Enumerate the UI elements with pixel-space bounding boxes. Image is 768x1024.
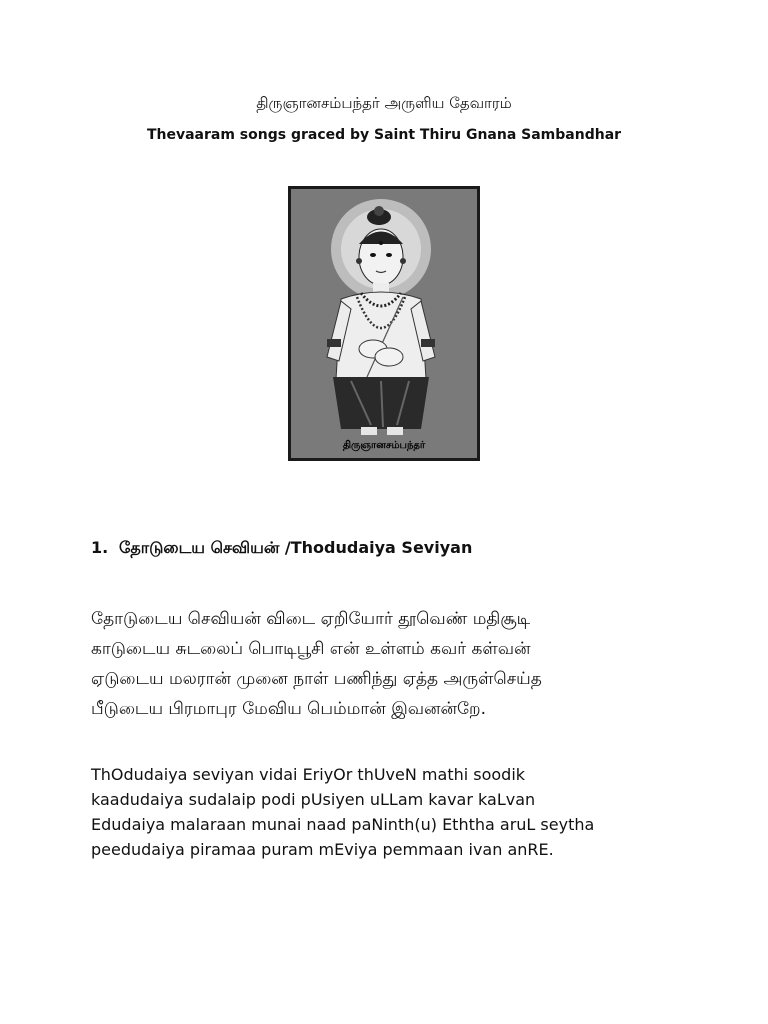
transliterated-verse-line: Edudaiya malaraan munai naad paNinth(u) Eththa aruL seytha [91,815,595,834]
transliterated-verse-line: ThOdudaiya seviyan vidai EriyOr thUveN mathi soodik [91,765,526,784]
transliterated-verse-line: kaadudaiya sudalaip podi pUsiyen uLLam kavar kaLvan [91,790,536,809]
english-title: Thevaaram songs graced by Saint Thiru Gnana Sambandhar [146,127,622,143]
transliterated-verse-line: peedudaiya piramaa puram mEviya pemmaan ivan anRE. [91,840,554,859]
tamil-verse [91,604,731,724]
tamil-title: திருஞானசம்பந்தர் அருளிய தேவாரம் [256,94,512,112]
section-heading [91,537,472,559]
transliterated-verse [91,762,731,862]
portrait-caption: திருஞானசம்பந்தர் [342,440,426,451]
section-number: 1. [91,538,109,557]
tamil-verse-line: காடுடைய சுடலைப் பொடிபூசி என் உள்ளம் கவர் கள்வன் [91,639,531,659]
saint-portrait [288,186,480,461]
tamil-verse-line: பீடுடைய பிரமாபுர மேவிய பெம்மான் இவனன்றே. [91,699,487,719]
tamil-verse-line: ஏடுடைய மலரான் முனை நாள் பணிந்து ஏத்த அருள்செய்த [91,669,542,689]
tamil-verse-line: தோடுடைய செவியன் விடை ஏறியோர் தூவெண் மதிசூடி [91,609,531,629]
section-title: தோடுடைய செவியன் /Thodudaiya Seviyan [119,538,473,557]
saint-illustration [291,189,477,458]
